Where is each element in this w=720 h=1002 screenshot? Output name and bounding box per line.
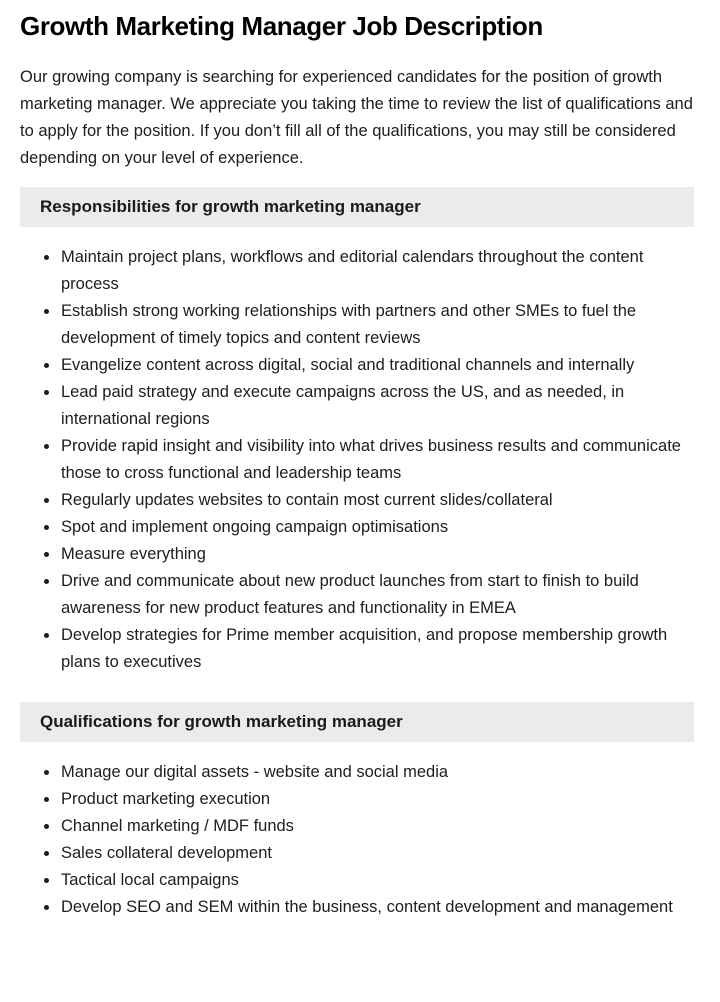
list-item: [44, 433, 686, 487]
list-item: [44, 568, 686, 622]
bullet-icon: [44, 633, 49, 638]
list-item-text: Drive and communicate about new product launches from start to finish to build awareness for new product features and functionality in EMEA: [61, 572, 639, 617]
bullet-icon: [44, 525, 49, 530]
list-item-text: Channel marketing / MDF funds: [61, 817, 294, 835]
list-item-text: Establish strong working relationships with partners and other SMEs to fuel the development of timely topics and content reviews: [61, 302, 637, 347]
qualifications-list: [20, 759, 694, 921]
list-item: [44, 786, 686, 813]
list-item-text: Spot and implement ongoing campaign optimisations: [61, 518, 449, 536]
bullet-icon: [44, 552, 49, 557]
list-item: [44, 244, 686, 298]
list-item: [44, 759, 686, 786]
section-header-qualifications: [20, 702, 694, 742]
responsibilities-list: [20, 244, 694, 676]
bullet-icon: [44, 498, 49, 503]
list-item-text: Manage our digital assets - website and social media: [61, 763, 449, 781]
list-item-text: Tactical local campaigns: [61, 871, 239, 889]
page-title: Growth Marketing Manager Job Description: [20, 11, 543, 41]
bullet-icon: [44, 851, 49, 856]
bullet-icon: [44, 309, 49, 314]
list-item-text: Provide rapid insight and visibility into what drives business results and communicate those to cross functional and leadership teams: [61, 437, 681, 482]
list-item-text: Regularly updates websites to contain most current slides/collateral: [61, 491, 553, 509]
bullet-icon: [44, 390, 49, 395]
list-item: [44, 622, 686, 676]
list-item-text: Maintain project plans, workflows and editorial calendars throughout the content process: [61, 248, 644, 293]
list-item: [44, 813, 686, 840]
list-item-text: Lead paid strategy and execute campaigns across the US, and as needed, in international regions: [61, 383, 625, 428]
list-item-text: Measure everything: [61, 545, 206, 563]
section-header-responsibilities: [20, 187, 694, 227]
list-item: [44, 487, 686, 514]
list-item-text: Develop SEO and SEM within the business, content development and management: [61, 898, 673, 916]
list-item: [44, 840, 686, 867]
list-item: [44, 541, 686, 568]
bullet-icon: [44, 363, 49, 368]
bullet-icon: [44, 579, 49, 584]
bullet-icon: [44, 824, 49, 829]
bullet-icon: [44, 770, 49, 775]
list-item: [44, 894, 686, 921]
section-heading-text: Qualifications for growth marketing manager: [40, 712, 403, 731]
list-item-text: Evangelize content across digital, social and traditional channels and internally: [61, 356, 635, 374]
list-item-text: Sales collateral development: [61, 844, 272, 862]
section-heading-text: Responsibilities for growth marketing manager: [40, 197, 421, 216]
section-responsibilities: [20, 187, 694, 676]
bullet-icon: [44, 878, 49, 883]
bullet-icon: [44, 905, 49, 910]
bullet-icon: [44, 797, 49, 802]
list-item-text: Develop strategies for Prime member acquisition, and propose membership growth plans to executives: [61, 626, 668, 671]
list-item: [44, 867, 686, 894]
list-item: [44, 514, 686, 541]
list-item-text: Product marketing execution: [61, 790, 271, 808]
list-item: [44, 352, 686, 379]
bullet-icon: [44, 444, 49, 449]
section-qualifications: [20, 702, 694, 921]
list-item: [44, 298, 686, 352]
bullet-icon: [44, 255, 49, 260]
intro-paragraph: Our growing company is searching for experienced candidates for the position of growth marketing manager. We appreciate you taking the time to review the list of qualifications and to apply for the position. If you don’t fill all of the qualifications, you may still be considered depending on your level of experience.: [20, 68, 693, 167]
list-item: [44, 379, 686, 433]
